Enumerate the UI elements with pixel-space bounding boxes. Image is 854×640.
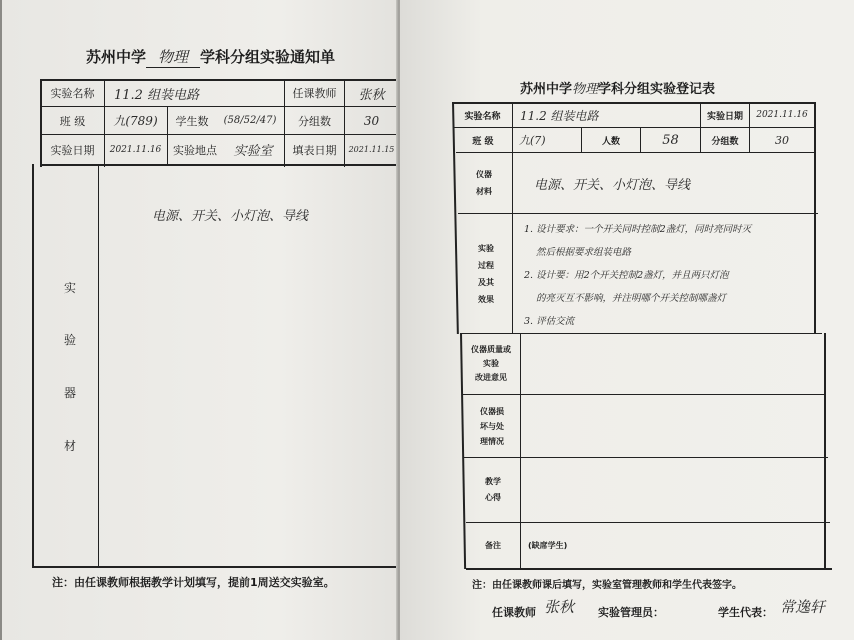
label-damage-line: 仪器损	[480, 406, 504, 416]
label-process-line: 过程	[478, 260, 494, 270]
label-equipment-line: 材料	[476, 187, 492, 196]
process-line: 然后根据要求组装电路	[536, 247, 632, 258]
value-process	[524, 218, 810, 333]
value-fill-date: 2021.11.15	[348, 145, 395, 154]
label-quality-line: 实验	[483, 359, 499, 368]
value-exp-name: 11.2 组装电路	[114, 87, 200, 103]
label-damage-line: 坏与处	[480, 421, 504, 431]
signature-student-label: 学生代表：	[718, 606, 773, 619]
left-footer-note: 注：由任课教师根据教学计划填写，提前1周送交实验室。	[52, 576, 335, 589]
label-equipment-char: 材	[63, 438, 76, 453]
signature-teacher: 张秋	[544, 598, 575, 616]
label-process-line: 实验	[478, 243, 494, 253]
process-line: 的亮灭互不影响，并注明哪个开关控制哪盏灯	[536, 293, 727, 304]
label-process-line: 效果	[478, 294, 494, 304]
label-exp-name: 实验名称	[464, 111, 501, 122]
signature-manager-label: 实验管理员：	[598, 606, 664, 619]
label-damage-line: 理情况	[480, 436, 504, 446]
label-people: 人数	[601, 136, 620, 147]
table-border	[32, 164, 34, 567]
registration-form-page	[400, 0, 854, 640]
label-reflection-line: 教学	[485, 477, 501, 486]
label-equipment-line: 仪器	[476, 170, 492, 179]
label-exp-date: 实验日期	[706, 111, 743, 122]
label-teacher: 任课教师	[292, 87, 337, 100]
left-form-title	[86, 46, 335, 68]
title-school: 苏州中学	[86, 48, 147, 66]
label-equipment	[456, 153, 512, 213]
value-exp-date: 2021.11.16	[109, 144, 162, 155]
process-line: 1. 设计要求：一个开关同时控制2盏灯，同时亮同时灭	[524, 224, 752, 235]
label-fill-date: 填表日期	[292, 143, 337, 157]
process-line: 3. 评估交流	[524, 316, 575, 327]
label-remarks: 备注	[485, 541, 501, 550]
table-border	[814, 102, 816, 334]
value-exp-date: 2021.11.16	[756, 110, 808, 120]
label-class: 班 级	[472, 136, 494, 147]
title-suffix: 学科分组实验登记表	[598, 82, 716, 97]
table-border	[32, 566, 398, 568]
label-exp-date: 实验日期	[50, 143, 95, 157]
label-reflection-line: 心得	[485, 493, 501, 502]
label-process	[458, 214, 514, 333]
label-class: 班 级	[59, 114, 86, 128]
signature-teacher-label: 任课教师	[492, 606, 536, 619]
label-damage	[464, 395, 520, 457]
right-footer-note: 注：由任课教师课后填写，实验室管理教师和学生代表签字。	[472, 580, 742, 591]
label-quality-line: 仪器质量或	[471, 345, 511, 354]
label-location: 实验地点	[173, 143, 217, 157]
label-group-count: 分组数	[298, 114, 331, 128]
label-reflection	[466, 458, 520, 522]
table-border	[824, 333, 826, 569]
value-people: 58	[662, 132, 679, 148]
label-process-line: 及其	[478, 277, 494, 287]
value-equipment: 电源、开关、小灯泡、导线	[152, 209, 309, 224]
value-location: 实验室	[233, 144, 273, 159]
label-exp-name: 实验名称	[50, 87, 95, 100]
value-teacher: 张秋	[358, 87, 385, 103]
title-school: 苏州中学	[520, 82, 573, 97]
value-exp-name: 11.2 组装电路	[520, 108, 599, 123]
value-equipment: 电源、开关、小灯泡、导线	[534, 178, 691, 193]
value-student-count: (58/52/47)	[223, 115, 277, 126]
value-remarks: (缺席学生)	[528, 541, 568, 550]
value-class: 九(789)	[113, 114, 158, 128]
label-quality	[462, 334, 520, 394]
process-line: 2. 设计要：用2个开关控制2盏灯，并且两只灯泡	[524, 270, 729, 281]
label-student-count: 学生数	[175, 114, 209, 128]
value-class: 九(7)	[519, 134, 546, 147]
right-form-title	[520, 78, 715, 97]
notification-form-page	[2, 0, 398, 640]
table-border	[98, 164, 99, 567]
signature-student: 常逸轩	[780, 598, 826, 616]
value-group-count: 30	[363, 113, 380, 128]
label-quality-line: 改进意见	[475, 373, 507, 382]
label-equipment-char: 验	[63, 332, 76, 347]
title-subject: 物理	[572, 82, 599, 97]
label-equipment-char: 实	[63, 280, 76, 295]
label-equipment-char: 器	[63, 385, 76, 400]
title-subject: 物理	[146, 46, 200, 68]
table-border	[520, 333, 521, 569]
label-group-count: 分组数	[711, 136, 739, 147]
value-group-count: 30	[775, 133, 789, 147]
title-suffix: 学科分组实验通知单	[200, 48, 336, 66]
